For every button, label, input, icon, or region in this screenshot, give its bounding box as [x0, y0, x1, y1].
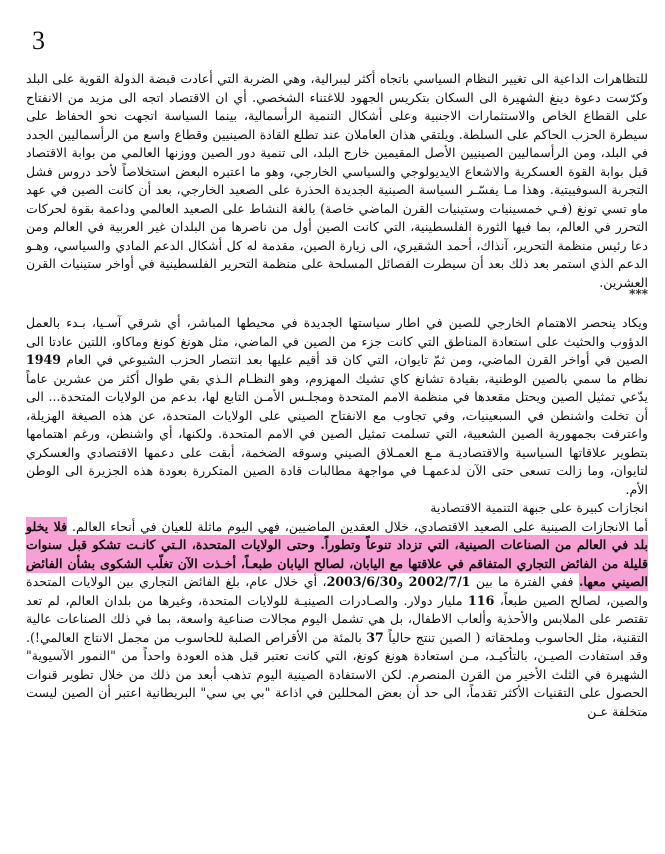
paragraph-1: للتظاهرات الداعية الى تغيير النظام السياسي باتجاه أكثر ليبرالية، وهي الضربة التي أعادت قبضة الدولة القوية على البلد وكرّست دعوة دينغ الشهيرة الى السكان بتكريس الجهود للاغتناء الشخصي. أي ان الاقتصاد اتجه الى مزيد من الانفتاح على القطاع الخاص والاستثمارات الاجنبية وعلى أشكال التنمية الرأسمالية، بينما السياسة اتجهت نحو الحفاظ على سيطرة الحزب الحاكم على السلطة. ويلتقي هذان العاملان عند تطلع القادة الصينيين وقطاع واسع من الرأسماليين الجدد في البلد، ومن الرأسماليين الصينيين الأصل المقيمين خارج البلد، الى تنمية دور الصين ووزنها العالمي من بوابة الاقتصاد قبل بوابة القوة العسكرية والاشعاع الايديولوجي والسياسي الخارجي، وهو ما اعتبره البعض استخلاصاً لأحد دروس فشل التجربة السوفييتية. وهذا مـا يفسّـر السياسة الصينية الجديدة الحذرة على الصعيد الخارجي، بعد أن كانت الصين في عهد ماو تسي تونغ (فـي خمسينيات وستينيات القرن الماضي خاصة) بالغة النشاط على الصعيد العالمي وداعمة بقوة لحركات التحرر في العالم، بما فيها الثورة الفلسطينية، التي كانت الصين أول من ناصرها من البلدان غير العربية في العالم ومن دعا رئيس منظمة التحرير، آنذاك، أحمد الشقيري، الى زيارة الصين، مقدمة له كل أشكال الدعم المادي والسياسي، وهـو الدعم الذي استمر بعد ذلك بعد أن سيطرت الفصائل المسلحة على منظمة التحرير الفلسطينية في أواخر ستينيات القرن العشرين.	[26, 71, 648, 290]
year-1949: 1949	[26, 352, 62, 367]
section-separator: ***	[629, 287, 648, 301]
article-body	[26, 70, 648, 721]
section-heading: انجازات كبيرة على جبهة التنمية الاقتصادية	[430, 500, 648, 515]
page-number: 3	[32, 26, 45, 55]
paragraph-3-text-b: ، أي خلال عام، بلغ الفائض التجاري بين الولايات المتحدة والصين، لصالح الصين طبعاً،	[26, 574, 648, 608]
highlighted-text: فلا يخلو بلد في العالم من الصناعات الصينية، التي تزداد تنوعاً وتطوراً. وحتى الولايات المتحدة، الـتي كانـت تشكو قبل سنوات قليلة من الفائض التجاري المتفاقم في علاقتها مع اليابان، لصالح اليابان طبعـاً، أخـذت الآن تغلّب الشكوى بشأن الفائض الصيني معها.	[26, 518, 648, 589]
paragraph-3-text-a: ففي الفترة ما بين	[475, 574, 574, 589]
paragraph-2-text-b: نظام ما سمي بالصين الوطنية، بقيادة تشانغ كاي تشيك المهزوم، وهو النظـام الـذي بقي طوال أكثر من عشرين عاماً يدّعي تمثيل الصين ويحتل مقعدها في منظمة الامم المتحدة ومجلـس الأمـن التابع لها، بدعم من الولايات المتحدة... الى أن تخلت واشنطن في السبعينيات، وفي تجاوب مع الانفتاح الصيني على الولايات المتحدة، عن هذه الصيغة الهزيلة، واعترفت بجمهورية الصين الشعبية، التي تسلمت تمثيل الصين في الامم المتحدة. ولكنها، أي واشنطن، ورغم اهتمامها بتطوير علاقاتها السياسية والاقتصاديـة مـع العمـلاق الصيني وسوقه الضخمة، أبقت على دعمها الاقتصادي والعسكري لتايوان، وما زالت تسعى حتى الآن لدعمهـا في مواجهة مطالبات قادة الصين المتكررة بعودة هذه الجزيرة الى الوطن الأم.	[26, 370, 648, 497]
surplus-amount: 116	[468, 592, 495, 608]
paragraph-3-text-c: مليار دولار. والصـادرات الصينيـة للولايات المتحدة، وغيرها من بلدان العالم، لم تعد تقتصر على الملابس والأحذية وألعاب الاطفال، بل هي تشمل اليوم مجالات صناعية واسعة، بما في ذلك الصناعات عالية التقنية، مثل الحاسوب وملحقاته ( الصين تنتج حالياً	[26, 592, 648, 645]
paragraph-3	[26, 518, 648, 722]
percent-value: 37	[366, 629, 384, 645]
paragraph-2	[26, 314, 648, 499]
date-end: 2003/6/30	[326, 574, 398, 589]
conjunction: و	[397, 574, 404, 589]
paragraph-3-intro: أما الانجازات الصينية على الصعيد الاقتصادي، خلال العقدين الماضيين، فهي اليوم ماثلة للعيان في أنحاء العالم.	[72, 518, 648, 534]
paragraph-2-text-a: ويكاد ينحصر الاهتمام الخارجي للصين في اطار سياستها الجديدة في محيطها المباشر، أي شرقي آسـيا، بـدء بالعمل الدؤوب والحثيث على استعادة المناطق التي كانت جزء من الصين في الماضي، مثل هونغ كونغ وماكاو، اللتين عادتا الى الصين في أواخر القرن الماضي، ومن ثمّ تايوان، التي كان قد أقيم عليها بعد انتصار الحزب الشيوعي في العام	[26, 315, 648, 367]
date-start: 2002/7/1	[408, 574, 471, 589]
paragraph-3-text-d: بالمئة من الأقراص الصلبة للحاسوب من مجمل الانتاج العالمي!). وقد استفادت الصيـن، بالتأكيـد، مـن استعادة هونغ كونغ، التي كانت تعتبر قبل هذه العودة واحداً من "النمور الآسيوية" الشهيرة في الثلث الأخير من القرن المنصرم. لكن الاستفادة الصينية اليوم تذهب أبعد من ذلك من خلال تطوير قنوات الحصول على التقنيات الأكثر تقدماً، الى حد أن بعض المحللين في اذاعة "بي بي سي" البريطانية اعتبر أن الصين ليست متخلفة عـن	[26, 629, 648, 719]
